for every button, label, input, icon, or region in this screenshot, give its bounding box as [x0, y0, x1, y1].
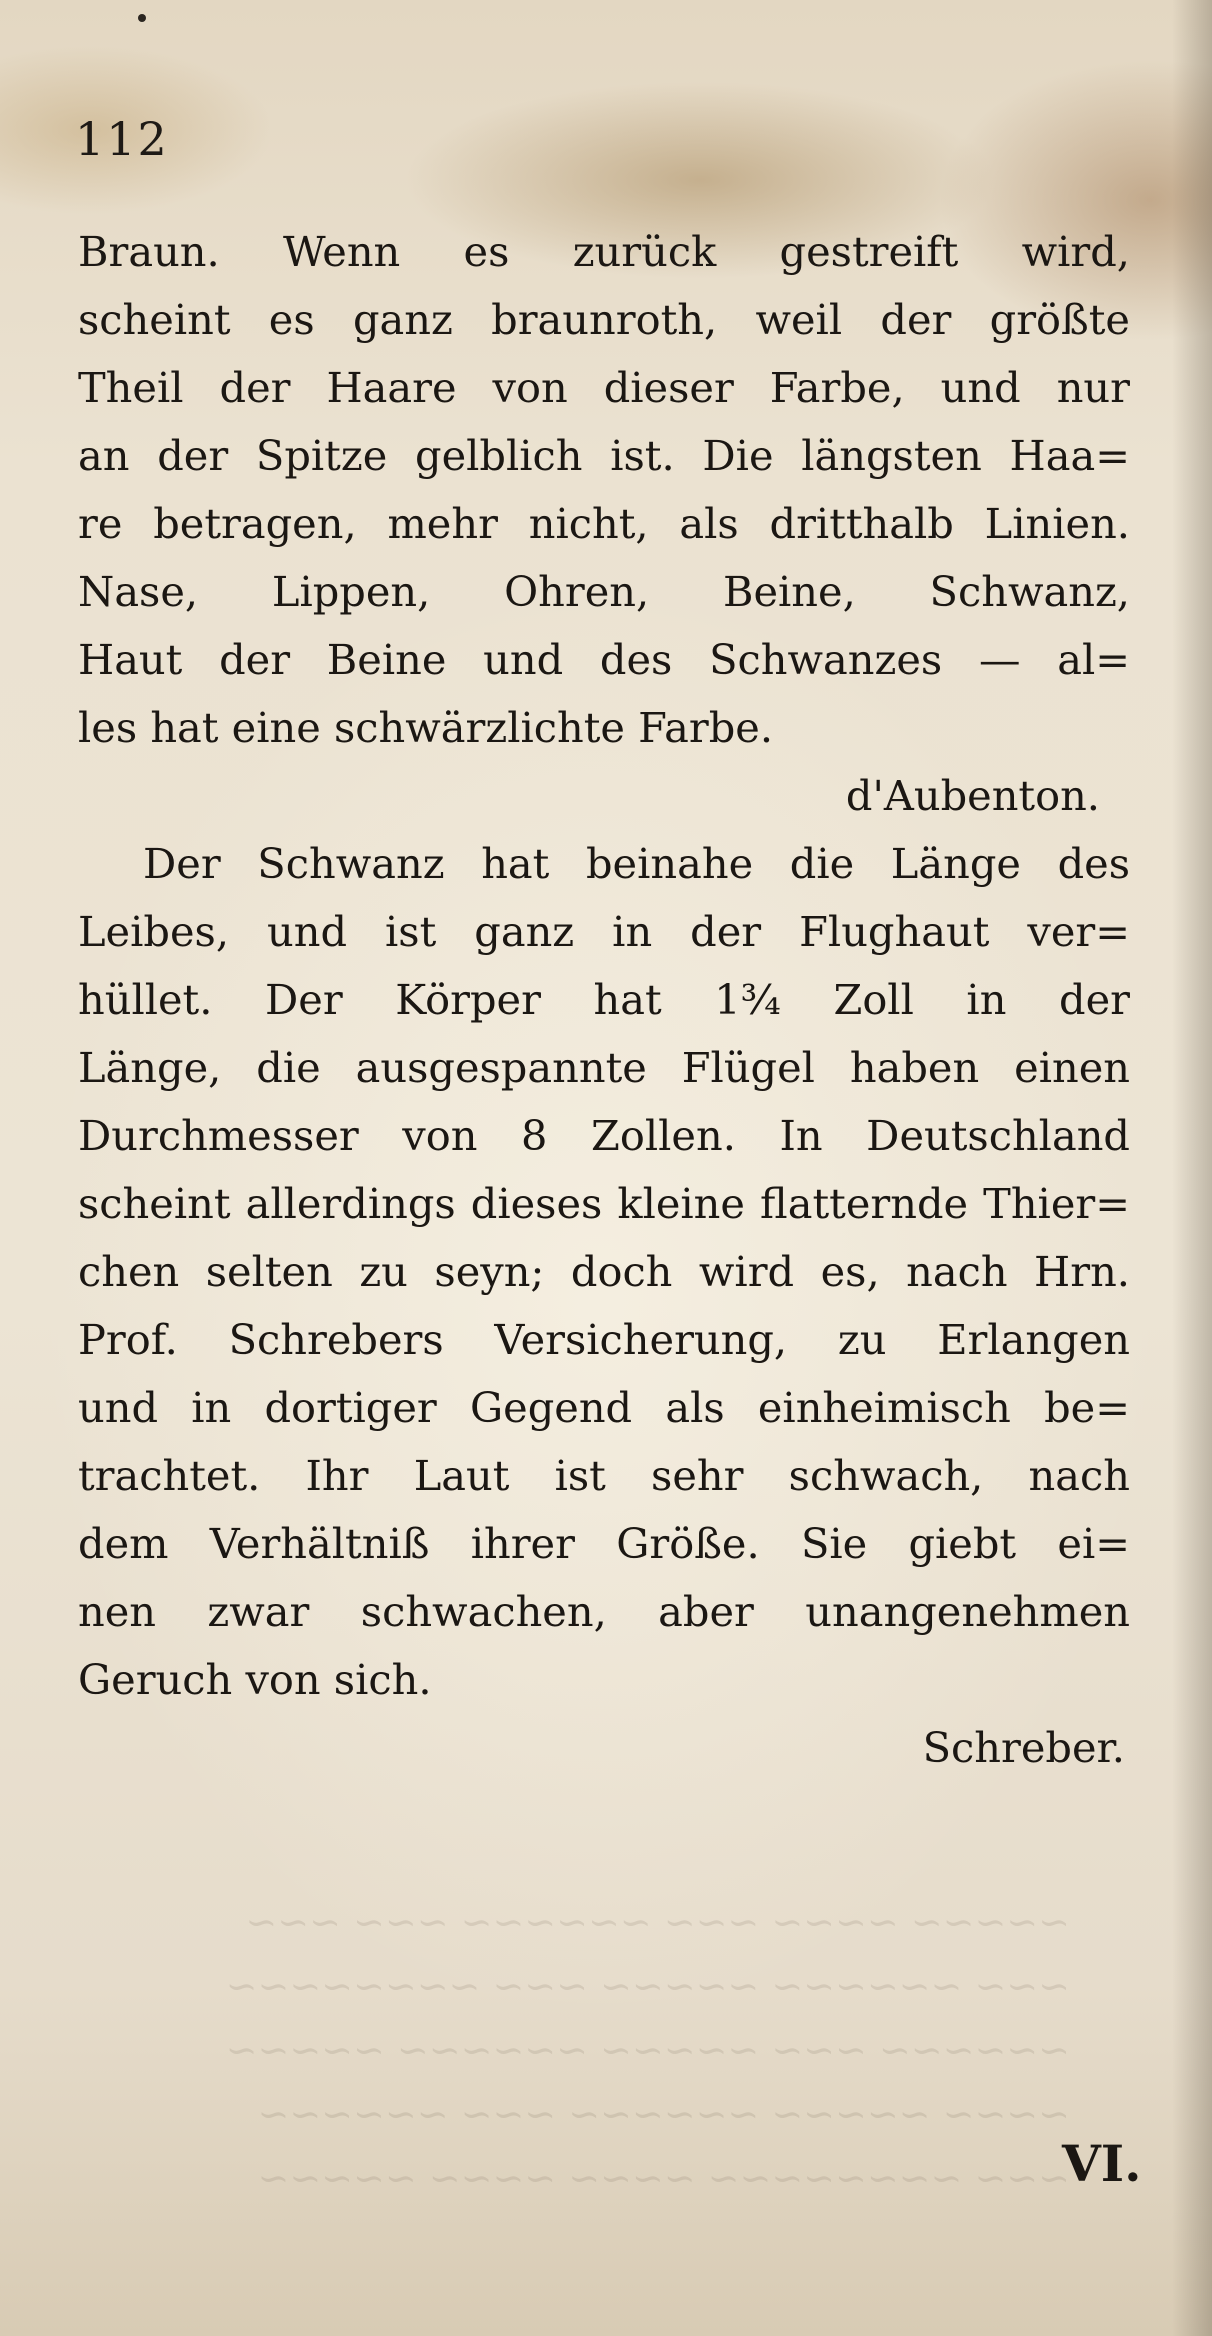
text-line: Haut der Beine und des Schwanzes — al=: [78, 635, 1130, 684]
text-line: und in dortiger Gegend als einheimisch be=: [78, 1383, 1130, 1432]
text-line: Geruch von sich.: [78, 1655, 432, 1704]
text-line: hüllet. Der Körper hat 1¾ Zoll in der: [78, 975, 1130, 1024]
text-line: trachtet. Ihr Laut ist sehr schwach, nach: [78, 1451, 1130, 1500]
text-line: Leibes, und ist ganz in der Flughaut ver=: [78, 907, 1130, 956]
text-line: scheint es ganz braunroth, weil der größte: [78, 295, 1130, 344]
text-line: Nase, Lippen, Ohren, Beine, Schwanz,: [78, 567, 1130, 616]
text-line: Durchmesser von 8 Zollen. In Deutschland: [78, 1111, 1130, 1160]
text-line: les hat eine schwärzlichte Farbe.: [78, 703, 774, 752]
text-line: dem Verhältniß ihrer Größe. Sie giebt ei=: [78, 1519, 1130, 1568]
text-line: Prof. Schrebers Versicherung, zu Erlangen: [78, 1315, 1130, 1364]
catchword: VI.: [1062, 2134, 1142, 2193]
page-edge-shadow: [1172, 0, 1212, 2336]
text-line: chen selten zu seyn; doch wird es, nach Hrn.: [78, 1247, 1130, 1296]
text-line: Braun. Wenn es zurück gestreift wird,: [78, 227, 1130, 276]
author-signature-schreber: Schreber.: [922, 1723, 1125, 1772]
text-line: an der Spitze gelblich ist. Die längsten Haa=: [78, 431, 1130, 480]
page-number: 112: [75, 112, 169, 166]
ink-speck: [138, 14, 146, 22]
text-line: re betragen, mehr nicht, als dritthalb Linien.: [78, 499, 1130, 548]
text-line: scheint allerdings dieses kleine flatternde Thier=: [78, 1179, 1130, 1228]
text-line: nen zwar schwachen, aber unangenehmen: [78, 1587, 1130, 1636]
text-line: Länge, die ausgespannte Flügel haben einen: [78, 1043, 1130, 1092]
text-line: Theil der Haare von dieser Farbe, und nur: [78, 363, 1130, 412]
show-through-texture: ~~~~~ ~~~~ ~~~ ~~~~~~ ~~~ ~~~ ~~~ ~~~~~~ ~~~~~ ~~~ ~~~~~~~~ ~~~~~~ ~~~ ~~~~~ ~~~~~~ ~~~~~ ~~~~ ~~~~~ ~~~~~~ ~~~ ~~~~~~ ~~~ ~~~~~~~~ ~~~~ ~~~~ ~~~~~: [225, 1900, 1070, 2200]
body-text: [78, 218, 1130, 1782]
text-line: Der Schwanz hat beinahe die Länge des: [143, 839, 1130, 888]
author-signature-daubenton: d'Aubenton.: [845, 771, 1100, 820]
